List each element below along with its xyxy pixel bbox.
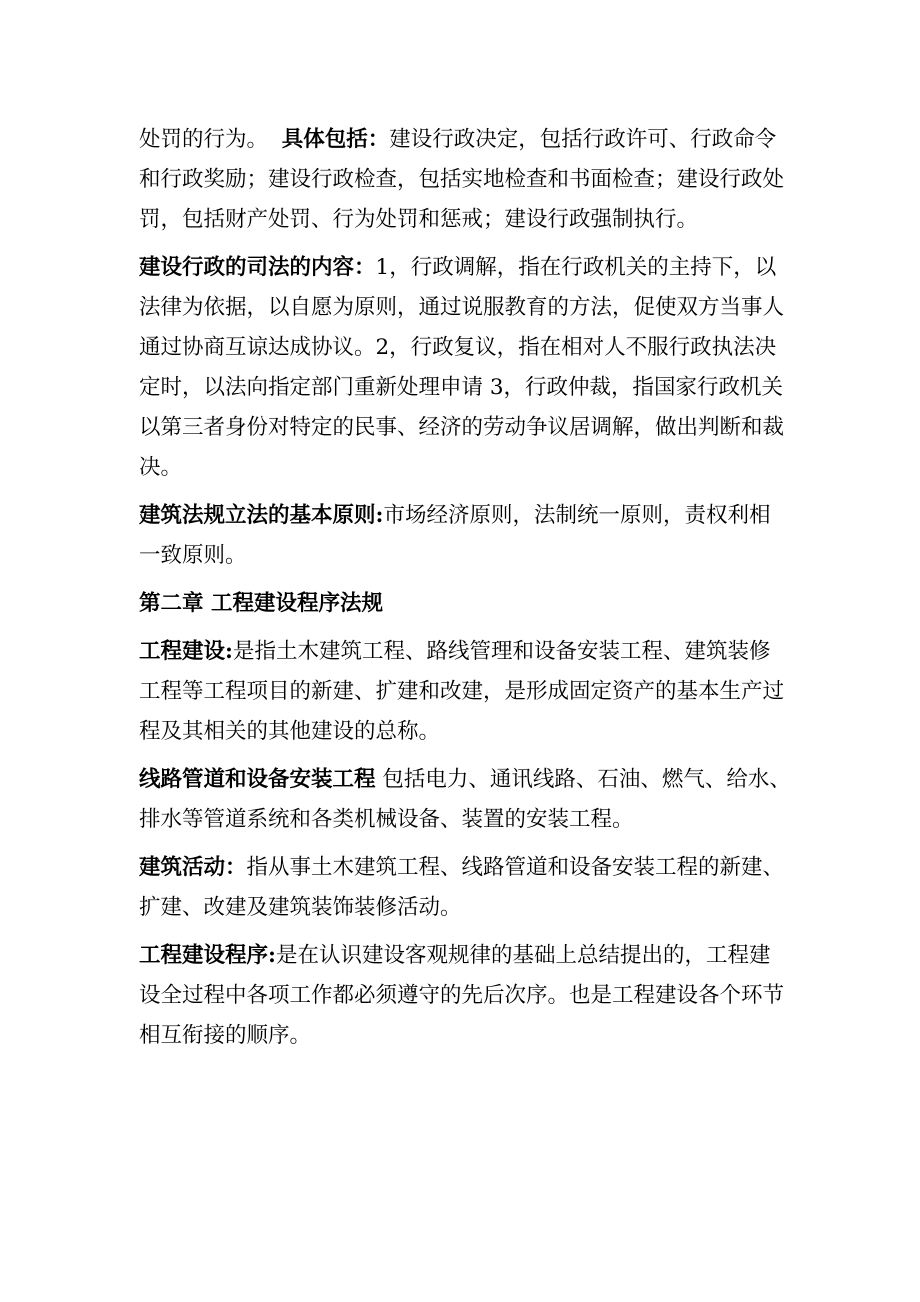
text-line bbox=[139, 248, 784, 288]
text-line: 罚，包括财产处罚、行为处罚和惩戒；建设行政强制执行。 bbox=[139, 207, 699, 232]
bold-term: 工程建设程序: bbox=[139, 943, 276, 968]
text-line bbox=[139, 760, 791, 800]
bold-term: 线路管道和设备安装工程 bbox=[139, 767, 376, 792]
text-line bbox=[139, 848, 784, 888]
text-line: 扩建、改建及建筑装饰装修活动。 bbox=[139, 895, 462, 920]
text-run: 1，行政调解，指在行政机关的主持下，以 bbox=[375, 255, 777, 280]
text-line: 以第三者身份对特定的民事、经济的劳动争议居调解，做出判断和裁 bbox=[139, 415, 785, 440]
text-line: 一致原则。 bbox=[139, 543, 247, 568]
text-line bbox=[139, 936, 784, 976]
text-run: 市场经济原则，法制统一原则，责权利相 bbox=[383, 503, 771, 528]
text-line: 相互衔接的顺序。 bbox=[139, 1023, 312, 1048]
text-line: 通过协商互谅达成协议。2，行政复议，指在相对人不服行政执法决 bbox=[139, 335, 777, 360]
text-line: 设全过程中各项工作都必须遵守的先后次序。也是工程建设各个环节 bbox=[139, 983, 785, 1008]
bold-term: 具体包括： bbox=[281, 127, 390, 152]
text-line bbox=[139, 120, 784, 160]
bold-term: 建筑活动： bbox=[139, 855, 247, 880]
paragraph-construction-procedure bbox=[139, 936, 784, 1056]
paragraph-pipeline-installation bbox=[139, 760, 791, 840]
paragraph-engineering-construction bbox=[139, 632, 784, 752]
text-line: 定时，以法向指定部门重新处理申请 3，行政仲裁，指国家行政机关 bbox=[139, 375, 784, 400]
text-line: 程及其相关的其他建设的总称。 bbox=[139, 719, 441, 744]
bold-term: 工程建设: bbox=[139, 639, 233, 664]
bold-term: 建筑法规立法的基本原则: bbox=[139, 503, 384, 528]
text-run: 包括电力、通讯线路、石油、燃气、给水、 bbox=[375, 767, 791, 792]
text-line: 法律为依据，以自愿为原则，通过说服教育的方法，促使双方当事人 bbox=[139, 295, 785, 320]
text-line: 和行政奖励；建设行政检查，包括实地检查和书面检查；建设行政处 bbox=[139, 167, 785, 192]
paragraph-judicial-content bbox=[139, 248, 784, 488]
paragraph-administrative-actions bbox=[139, 120, 784, 240]
paragraph-construction-activities bbox=[139, 848, 784, 928]
text-line: 排水等管道系统和各类机械设备、装置的安装工程。 bbox=[139, 807, 634, 832]
text-run: 指从事土木建筑工程、线路管道和设备安装工程的新建、 bbox=[246, 855, 785, 880]
bold-term: 建设行政的司法的内容： bbox=[139, 255, 376, 280]
text-line bbox=[139, 496, 784, 536]
chapter-title: 第二章 工程建设程序法规 bbox=[139, 591, 383, 616]
text-run: 建设行政决定，包括行政许可、行政命令 bbox=[389, 127, 777, 152]
text-run: 处罚的行为。 bbox=[139, 127, 269, 152]
text-line bbox=[139, 632, 784, 672]
text-line: 决。 bbox=[139, 455, 183, 480]
chapter-heading bbox=[139, 584, 784, 624]
paragraph-legislative-principles bbox=[139, 496, 784, 576]
text-run: 是指土木建筑工程、路线管理和设备安装工程、建筑装修 bbox=[232, 639, 771, 664]
text-run: 是在认识建设客观规律的基础上总结提出的，工程建 bbox=[275, 943, 771, 968]
text-line: 工程等工程项目的新建、扩建和改建，是形成固定资产的基本生产过 bbox=[139, 679, 785, 704]
document-page bbox=[139, 120, 791, 1064]
